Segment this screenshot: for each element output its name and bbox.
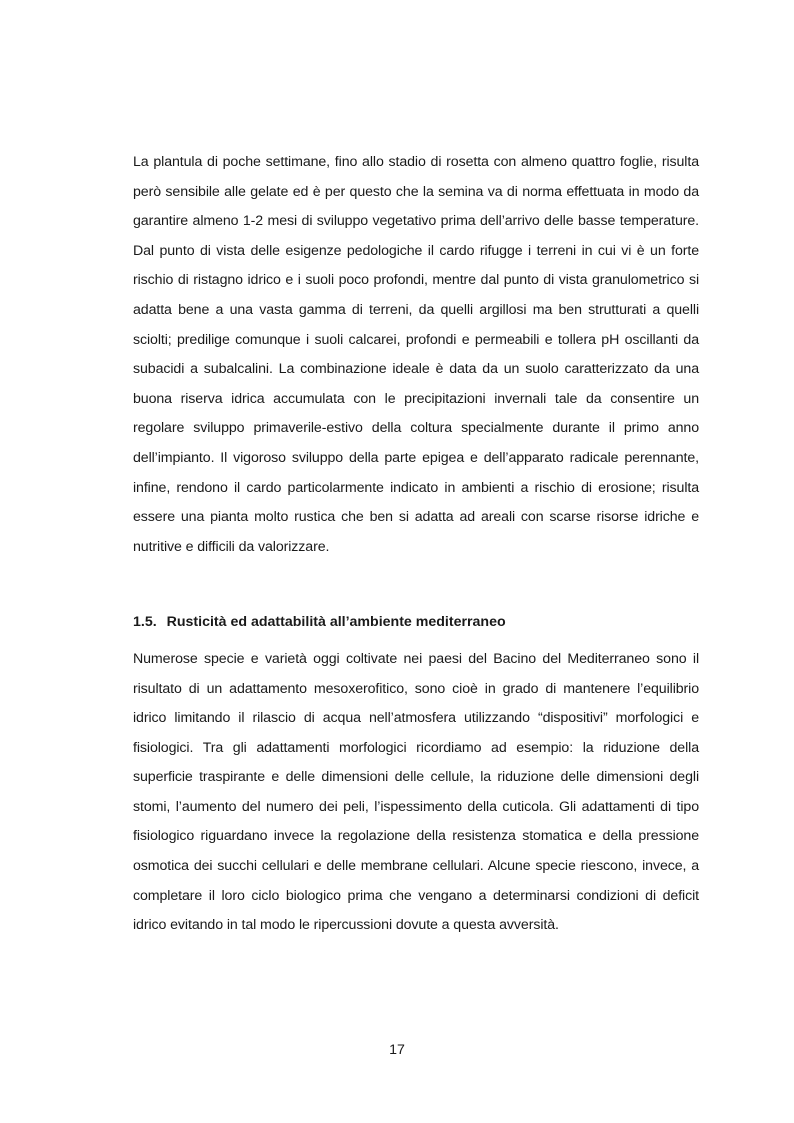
page-number: 17 <box>389 1042 405 1058</box>
section-heading <box>133 608 699 638</box>
section-title: Rusticità ed adattabilità all’ambiente mediterraneo <box>166 614 506 631</box>
body-paragraph: La plantula di poche settimane, fino allo stadio di rosetta con almeno quattro foglie, risulta però sensibile alle gelate ed è per questo che la semina va di norma effettuata in modo da garantire almeno 1-2 mesi di sviluppo vegetativo prima dell’arrivo delle basse temperature. Dal punto di vista delle esigenze pedologiche il cardo rifugge i terreni in cui vi è un forte rischio di ristagno idrico e i suoli poco profondi, mentre dal punto di vista granulometrico si adatta bene a una vasta gamma di terreni, da quelli argillosi ma ben strutturati a quelli sciolti; predilige comunque i suoli calcarei, profondi e permeabili e tollera pH oscillanti da subacidi a subalcalini. La combinazione ideale è data da un suolo caratterizzato da una buona riserva idrica accumulata con le precipitazioni invernali tale da consentire un regolare sviluppo primaverile-estivo della coltura specialmente durante il primo anno dell’impianto. Il vigoroso sviluppo della parte epigea e dell’apparato radicale perennante, infine, rendono il cardo particolarmente indicato in ambienti a rischio di erosione; risulta essere una pianta molto rustica che ben si adatta ad areali con scarse risorse idriche e nutritive e difficili da valorizzare. <box>133 154 699 555</box>
page-body <box>133 148 699 941</box>
section-number: 1.5. <box>133 614 157 631</box>
body-paragraph: Numerose specie e varietà oggi coltivate nei paesi del Bacino del Mediterraneo sono il risultato di un adattamento mesoxerofitico, sono cioè in grado di mantenere l’equilibrio idrico limitando il rilascio di acqua nell’atmosfera utilizzando “dispositivi” morfologici e fisiologici. Tra gli adattamenti morfologici ricordiamo ad esempio: la riduzione della superficie traspirante e delle dimensioni delle cellule, la riduzione delle dimensioni degli stomi, l’aumento del numero dei peli, l’ispessimento della cuticola. Gli adattamenti di tipo fisiologico riguardano invece la regolazione della resistenza stomatica e della pressione osmotica dei succhi cellulari e delle membrane cellulari. Alcune specie riescono, invece, a completare il loro ciclo biologico prima che vengano a determinarsi condizioni di deficit idrico evitando in tal modo le ripercussioni dovute a questa avversità. <box>133 650 699 934</box>
